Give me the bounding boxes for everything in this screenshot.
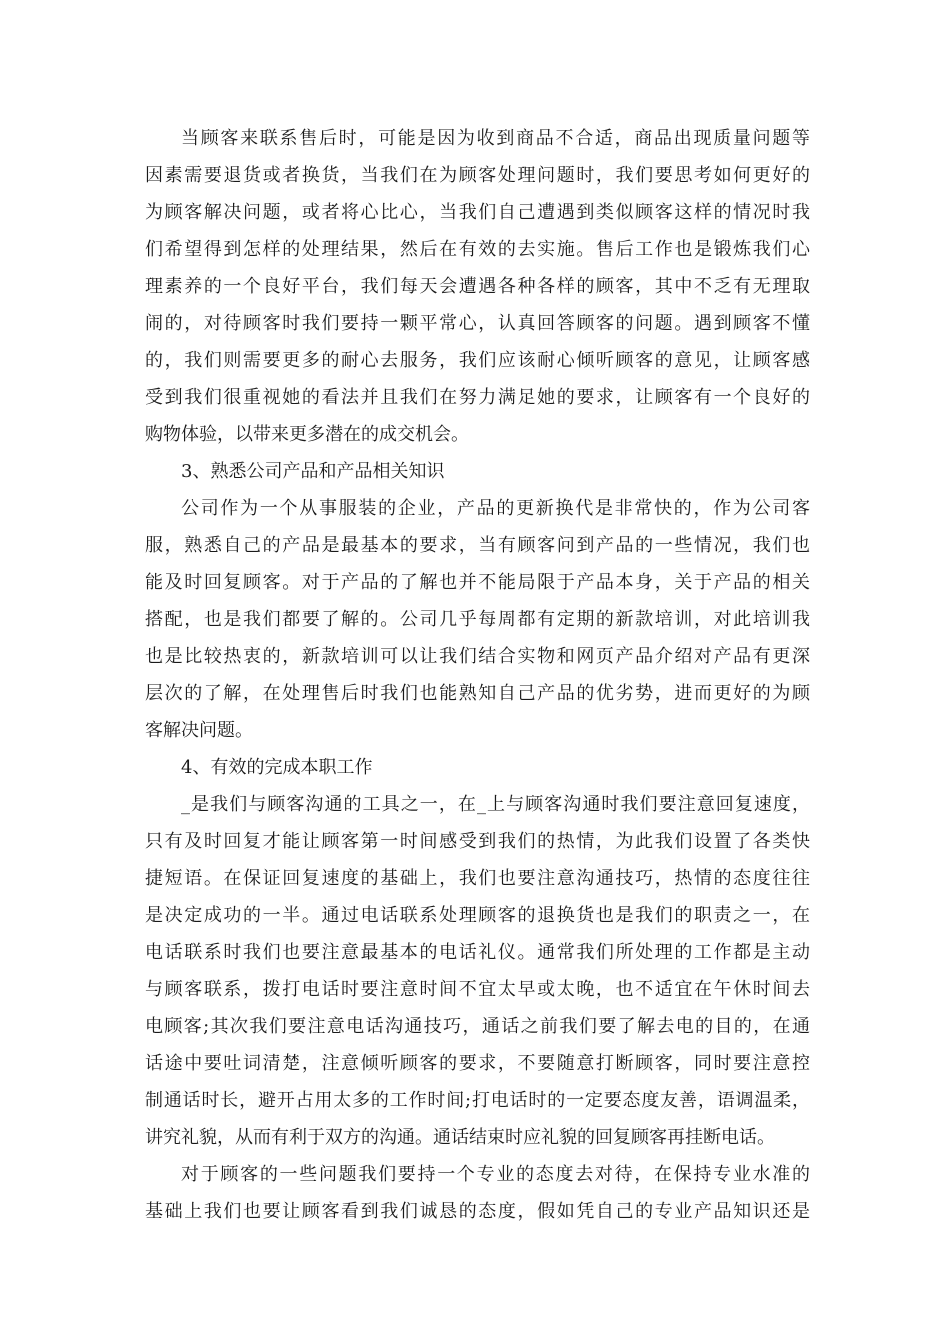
text-line: 们希望得到怎样的处理结果，然后在有效的去实施。售后工作也是锻炼我们心: [145, 239, 810, 260]
text-line: 为顾客解决问题，或者将心比心，当我们自己遭遇到类似顾客这样的情况时我: [145, 202, 810, 223]
text-line: 因素需要退货或者换货，当我们在为顾客处理问题时，我们要思考如何更好的: [145, 165, 810, 186]
text-line: 搭配，也是我们都要了解的。公司几乎每周都有定期的新款培训，对此培训我: [145, 609, 810, 630]
text-line: 客解决问题。: [145, 720, 253, 741]
text-line: 是决定成功的一半。通过电话联系处理顾客的退换货也是我们的职责之一，在: [145, 905, 810, 926]
section-heading: [145, 749, 810, 786]
text-line: 也是比较热衷的，新款培训可以让我们结合实物和网页产品介绍对产品有更深: [145, 646, 810, 667]
paragraph: [145, 120, 810, 453]
text-line: 讲究礼貌，从而有利于双方的沟通。通话结束时应礼貌的回复顾客再挂断电话。: [145, 1127, 775, 1148]
text-line: 与顾客联系，拨打电话时要注意时间不宜太早或太晚，也不适宜在午休时间去: [145, 979, 810, 1000]
paragraph: [145, 786, 810, 1156]
document-body: [145, 120, 810, 1230]
text-line: 受到我们很重视她的看法并且我们在努力满足她的要求，让顾客有一个良好的: [145, 387, 810, 408]
paragraph: [145, 1156, 810, 1230]
text-line: 4、有效的完成本职工作: [181, 757, 373, 778]
text-line: _是我们与顾客沟通的工具之一，在_上与顾客沟通时我们要注意回复速度，: [181, 794, 810, 815]
text-line: 只有及时回复才能让顾客第一时间感受到我们的热情，为此我们设置了各类快: [145, 831, 810, 852]
text-line: 3、熟悉公司产品和产品相关知识: [181, 461, 445, 482]
text-line: 层次的了解，在处理售后时我们也能熟知自己产品的优劣势，进而更好的为顾: [145, 683, 810, 704]
section-heading: [145, 453, 810, 490]
text-line: 的，我们则需要更多的耐心去服务，我们应该耐心倾听顾客的意见，让顾客感: [145, 350, 810, 371]
text-line: 能及时回复顾客。对于产品的了解也并不能局限于产品本身，关于产品的相关: [145, 572, 810, 593]
text-line: 制通话时长，避开占用太多的工作时间;打电话时的一定要态度友善，语调温柔，: [145, 1090, 810, 1111]
text-line: 电顾客;其次我们要注意电话沟通技巧，通话之前我们要了解去电的目的，在通: [145, 1016, 810, 1037]
text-line: 理素养的一个良好平台，我们每天会遭遇各种各样的顾客，其中不乏有无理取: [145, 276, 810, 297]
paragraph: [145, 490, 810, 749]
text-line: 捷短语。在保证回复速度的基础上，我们也要注意沟通技巧，热情的态度往往: [145, 868, 810, 889]
text-line: 当顾客来联系售后时，可能是因为收到商品不合适，商品出现质量问题等: [181, 128, 810, 149]
text-line: 对于顾客的一些问题我们要持一个专业的态度去对待，在保持专业水准的: [181, 1164, 810, 1185]
text-line: 公司作为一个从事服装的企业，产品的更新换代是非常快的，作为公司客: [181, 498, 810, 519]
text-line: 基础上我们也要让顾客看到我们诚恳的态度，假如凭自己的专业产品知识还是: [145, 1201, 810, 1222]
text-line: 话途中要吐词清楚，注意倾听顾客的要求，不要随意打断顾客，同时要注意控: [145, 1053, 810, 1074]
text-line: 电话联系时我们也要注意最基本的电话礼仪。通常我们所处理的工作都是主动: [145, 942, 810, 963]
text-line: 购物体验，以带来更多潜在的成交机会。: [145, 424, 469, 445]
text-line: 服，熟悉自己的产品是最基本的要求，当有顾客问到产品的一些情况，我们也: [145, 535, 810, 556]
text-line: 闹的，对待顾客时我们要持一颗平常心，认真回答顾客的问题。遇到顾客不懂: [145, 313, 810, 334]
